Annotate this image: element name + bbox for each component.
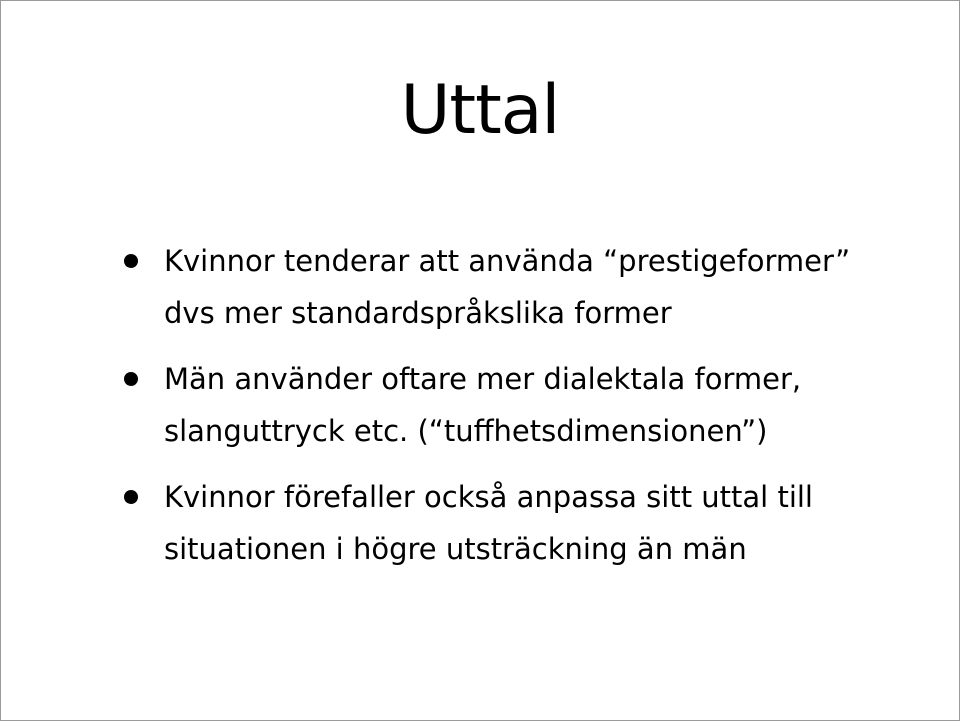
slide-title: Uttal [400, 71, 560, 150]
bullet-dot-icon [124, 254, 138, 268]
bullet-text: Kvinnor tenderar att använda “prestigeformer” dvs mer standardspråkslika former [164, 244, 851, 330]
bullet-item [1, 353, 904, 457]
bullet-dot-icon [124, 372, 138, 386]
bullet-item [1, 471, 904, 575]
bullet-item [1, 235, 904, 339]
bullet-list [1, 235, 904, 589]
bullet-text: Män använder oftare mer dialektala former, slanguttryck etc. (“tuffhetsdimensionen”) [164, 362, 802, 448]
bullet-dot-icon [124, 490, 138, 504]
bullet-text: Kvinnor förefaller också anpassa sitt uttal till situationen i högre utsträckning än män [164, 480, 813, 566]
